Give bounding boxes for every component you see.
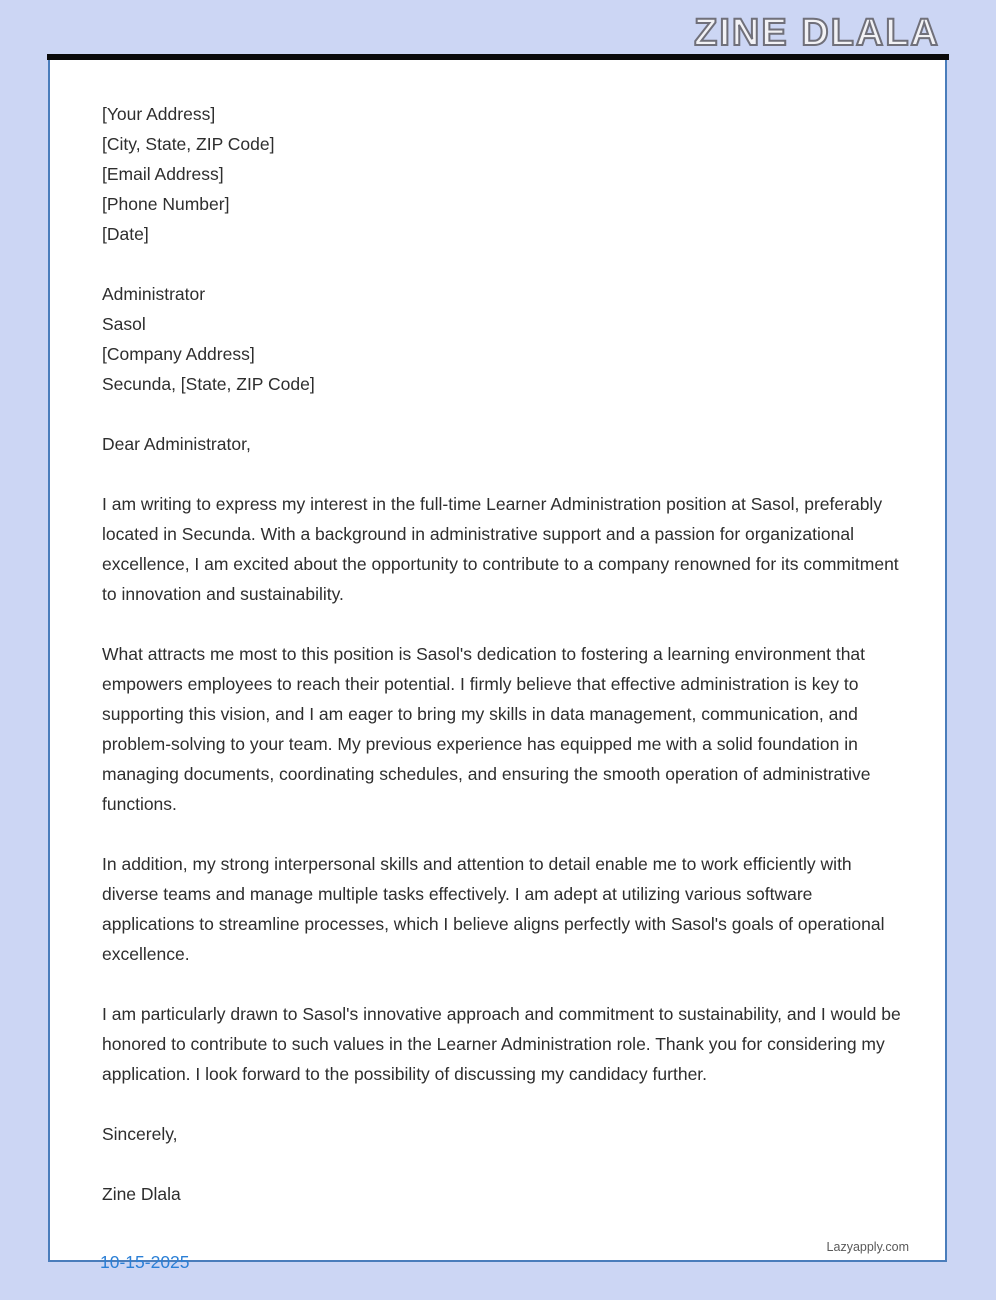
applicant-name-header: ZINE DLALA xyxy=(694,12,940,54)
sender-address-line: [Your Address] xyxy=(102,104,216,124)
sender-date-line: [Date] xyxy=(102,224,149,244)
closing: Sincerely, xyxy=(102,1124,178,1144)
body-paragraph-3: In addition, my strong interpersonal skills and attention to detail enable me to work efficiently with diverse teams and manage multiple tasks effectively. I am adept at utilizing various software applications to streamline processes, which I believe aligns perfectly with Sasol's goals of operational excellence. xyxy=(102,854,885,964)
recipient-address-block xyxy=(102,279,902,399)
salutation: Dear Administrator, xyxy=(102,434,251,454)
recipient-city-line: Secunda, [State, ZIP Code] xyxy=(102,374,315,394)
body-paragraph-4: I am particularly drawn to Sasol's innovative approach and commitment to sustainability, and I would be honored to contribute to such values in the Learner Administration role. Thank you for considering my application. I look forward to the possibility of discussing my candidacy further. xyxy=(102,1004,901,1084)
header-divider-bar xyxy=(47,54,949,60)
body-paragraph-1: I am writing to express my interest in the full-time Learner Administration position at Sasol, preferably located in Secunda. With a background in administrative support and a passion for organizational excellence, I am excited about the opportunity to contribute to a company renowned for its commitment to innovation and sustainability. xyxy=(102,494,899,604)
letter-body xyxy=(102,99,902,1209)
sender-city-line: [City, State, ZIP Code] xyxy=(102,134,275,154)
body-paragraph-2: What attracts me most to this position is Sasol's dedication to fostering a learning environment that empowers employees to reach their potential. I firmly believe that effective administration is key to supporting this vision, and I am eager to bring my skills in data management, communication, and problem-solving to your team. My previous experience has equipped me with a solid foundation in managing documents, coordinating schedules, and ensuring the smooth operation of administrative functions. xyxy=(102,644,871,814)
sender-address-block xyxy=(102,99,902,249)
lazyapply-watermark: Lazyapply.com xyxy=(826,1240,909,1254)
sender-phone-line: [Phone Number] xyxy=(102,194,230,214)
letter-sheet xyxy=(48,57,947,1262)
recipient-title-line: Administrator xyxy=(102,284,206,304)
sender-email-line: [Email Address] xyxy=(102,164,224,184)
recipient-address-line: [Company Address] xyxy=(102,344,255,364)
date-footer: 10-15-2025 xyxy=(100,1252,190,1272)
recipient-company-line: Sasol xyxy=(102,314,146,334)
signature-name: Zine Dlala xyxy=(102,1184,181,1204)
